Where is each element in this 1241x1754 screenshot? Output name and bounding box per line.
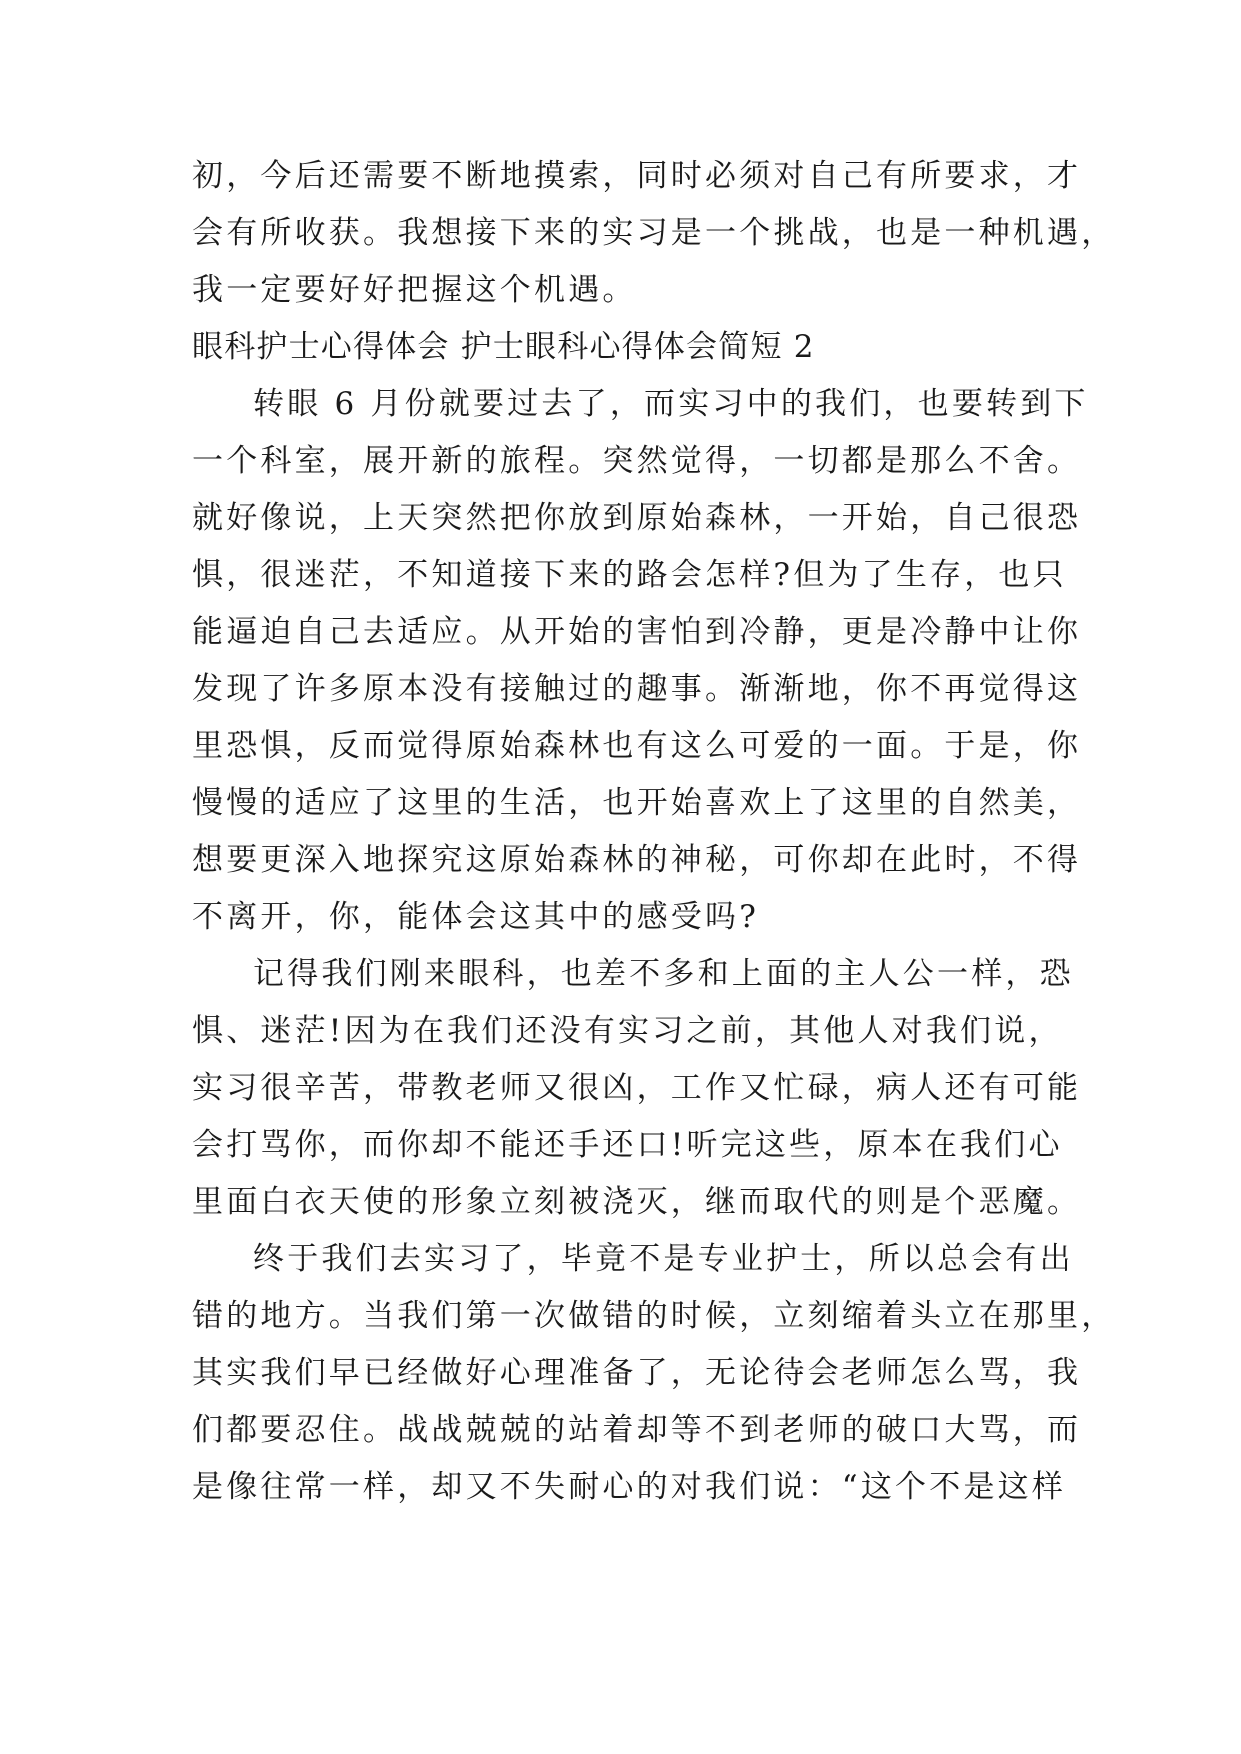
text-line: 实习很辛苦，带教老师又很凶，工作又忙碌，病人还有可能	[192, 1070, 1082, 1106]
text-line: 想要更深入地探究这原始森林的神秘，可你却在此时，不得	[192, 842, 1082, 878]
text-line: 里恐惧，反而觉得原始森林也有这么可爱的一面。于是，你	[192, 728, 1082, 764]
text-line: 我一定要好好把握这个机遇。	[192, 272, 637, 308]
text-line: 一个科室，展开新的旅程。突然觉得，一切都是那么不舍。	[192, 443, 1082, 479]
text-line: 能逼迫自己去适应。从开始的害怕到冷静，更是冷静中让你	[192, 614, 1082, 650]
text-line: 里面白衣天使的形象立刻被浇灭，继而取代的则是个恶魔。	[192, 1184, 1082, 1220]
text-line: 发现了许多原本没有接触过的趣事。渐渐地，你不再觉得这	[192, 671, 1082, 707]
text-line: 们都要忍住。战战兢兢的站着却等不到老师的破口大骂，而	[192, 1412, 1082, 1448]
paragraph-first-line: 转眼 6 月份就要过去了，而实习中的我们，也要转到下	[253, 386, 1089, 422]
text-line: 不离开，你，能体会这其中的感受吗?	[192, 899, 760, 935]
section-heading: 眼科护士心得体会 护士眼科心得体会简短 2	[192, 329, 815, 365]
text-line: 会有所收获。我想接下来的实习是一个挑战，也是一种机遇，	[192, 215, 1116, 251]
text-line: 会打骂你，而你却不能还手还口!听完这些，原本在我们心	[192, 1127, 1063, 1163]
paragraph-first-line: 记得我们刚来眼科，也差不多和上面的主人公一样，恐	[253, 956, 1074, 992]
text-line: 惧，很迷茫，不知道接下来的路会怎样?但为了生存，也只	[192, 557, 1067, 593]
text-line: 惧、迷茫!因为在我们还没有实习之前，其他人对我们说，	[192, 1013, 1063, 1049]
text-line: 是像往常一样，却又不失耐心的对我们说：“这个不是这样	[192, 1469, 1067, 1505]
text-line: 慢慢的适应了这里的生活，也开始喜欢上了这里的自然美，	[192, 785, 1082, 821]
text-line: 其实我们早已经做好心理准备了，无论待会老师怎么骂，我	[192, 1355, 1082, 1391]
text-line: 就好像说，上天突然把你放到原始森林，一开始，自己很恐	[192, 500, 1082, 536]
text-line: 错的地方。当我们第一次做错的时候，立刻缩着头立在那里，	[192, 1298, 1116, 1334]
text-line: 初，今后还需要不断地摸索，同时必须对自己有所要求，才	[192, 158, 1082, 194]
paragraph-first-line: 终于我们去实习了，毕竟不是专业护士，所以总会有出	[253, 1241, 1074, 1277]
